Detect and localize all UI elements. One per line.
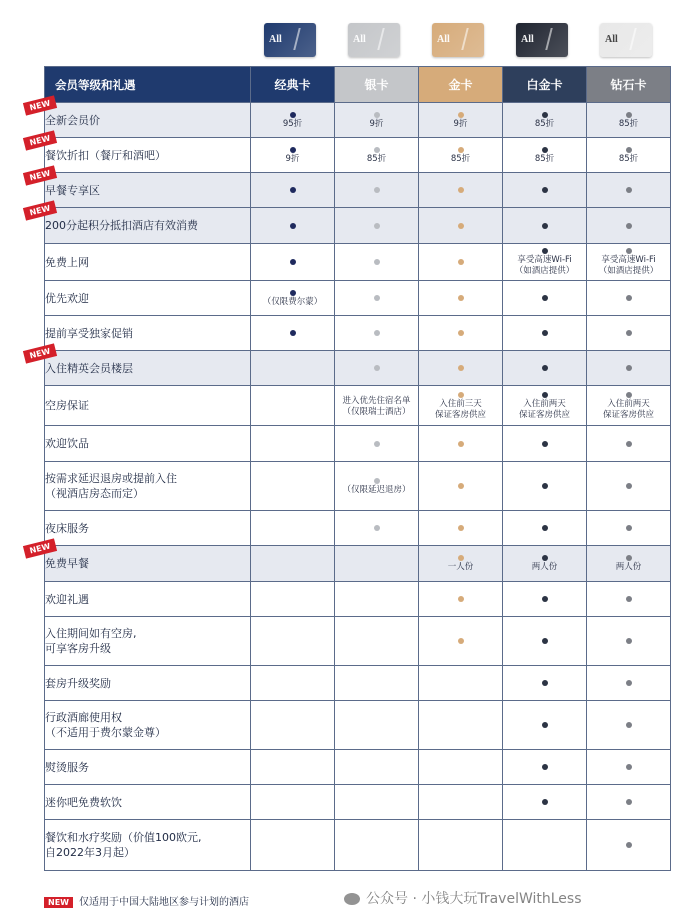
tier-header-gold: 金卡 — [419, 67, 503, 103]
benefit-cell-gold — [419, 103, 503, 138]
benefit-cell-gold — [419, 785, 503, 820]
benefit-cell-classic — [251, 582, 335, 617]
benefit-cell-gold — [419, 511, 503, 546]
benefit-cell-gold — [419, 426, 503, 462]
benefit-detail: （仅限费尔蒙） — [262, 296, 323, 307]
benefit-cell-platinum — [503, 351, 587, 386]
benefit-cell-classic — [251, 701, 335, 750]
benefit-cell-classic — [251, 785, 335, 820]
included-dot-icon — [626, 248, 632, 254]
benefit-cell-classic — [251, 617, 335, 666]
benefit-label: 欢迎饮品 — [45, 437, 89, 450]
benefit-cell-gold — [419, 546, 503, 582]
benefit-cell-diamond — [587, 546, 671, 582]
benefit-cell-diamond — [587, 244, 671, 281]
new-badge: NEW — [23, 200, 57, 220]
benefit-cell-platinum — [503, 103, 587, 138]
benefit-detail-note: 保证客房供应 — [434, 409, 486, 420]
included-dot-icon — [374, 187, 380, 193]
benefit-cell-diamond — [587, 820, 671, 871]
included-dot-icon — [374, 259, 380, 265]
included-dot-icon — [290, 112, 296, 118]
card-logo: All — [437, 34, 450, 45]
included-dot-icon — [458, 555, 464, 561]
benefit-row — [45, 511, 671, 546]
included-dot-icon — [626, 223, 632, 229]
benefit-cell-classic — [251, 386, 335, 426]
footnote-text: 仅适用于中国大陆地区参与计划的酒店 — [78, 897, 249, 908]
included-dot-icon — [542, 392, 548, 398]
included-dot-icon — [626, 525, 632, 531]
benefit-detail: 享受高速Wi-Fi — [517, 255, 572, 265]
benefit-detail: 85折 — [534, 153, 555, 164]
benefit-cell-gold — [419, 208, 503, 244]
benefit-cell-silver — [335, 386, 419, 426]
card-emblem-icon — [293, 28, 312, 50]
watermark-text: 公众号 · 小钱大玩TravelWithLess — [366, 891, 582, 907]
benefit-row — [45, 316, 671, 351]
new-badge: NEW — [23, 130, 57, 150]
benefit-cell-diamond — [587, 462, 671, 511]
benefit-cell-gold — [419, 617, 503, 666]
included-dot-icon — [458, 330, 464, 336]
card-image-diamond — [600, 23, 652, 57]
benefit-cell-platinum — [503, 511, 587, 546]
included-dot-icon — [374, 478, 380, 484]
included-dot-icon — [542, 764, 548, 770]
benefit-name — [45, 511, 251, 546]
benefit-cell-silver — [335, 244, 419, 281]
benefit-cell-gold — [419, 316, 503, 351]
benefit-cell-platinum — [503, 244, 587, 281]
benefit-cell-gold — [419, 750, 503, 785]
included-dot-icon — [626, 147, 632, 153]
benefit-cell-platinum — [503, 462, 587, 511]
included-dot-icon — [374, 330, 380, 336]
included-dot-icon — [542, 248, 548, 254]
benefit-cell-diamond — [587, 281, 671, 316]
benefit-detail: 两人份 — [615, 562, 642, 572]
benefit-cell-gold — [419, 281, 503, 316]
benefit-cell-silver — [335, 351, 419, 386]
benefit-name — [45, 386, 251, 426]
benefit-row — [45, 138, 671, 173]
benefit-label: 餐饮和水疗奖励（价值100欧元, — [45, 831, 202, 844]
included-dot-icon — [626, 112, 632, 118]
benefit-cell-diamond — [587, 138, 671, 173]
included-dot-icon — [290, 290, 296, 296]
included-dot-icon — [626, 441, 632, 447]
benefit-detail: 85折 — [618, 118, 639, 129]
benefit-cell-silver — [335, 138, 419, 173]
included-dot-icon — [626, 842, 632, 848]
included-dot-icon — [374, 295, 380, 301]
benefit-label: 优先欢迎 — [45, 291, 89, 305]
benefits-table — [44, 66, 671, 871]
benefit-cell-platinum — [503, 281, 587, 316]
benefit-cell-silver — [335, 701, 419, 750]
card-emblem-icon — [461, 28, 480, 50]
benefit-name — [45, 820, 251, 871]
benefit-name — [45, 785, 251, 820]
benefit-name — [45, 546, 251, 582]
card-logo: All — [353, 34, 366, 45]
benefit-cell-classic — [251, 511, 335, 546]
included-dot-icon — [542, 799, 548, 805]
new-badge: NEW — [23, 538, 57, 558]
included-dot-icon — [458, 596, 464, 602]
included-dot-icon — [626, 722, 632, 728]
benefit-cell-platinum — [503, 820, 587, 871]
benefit-label: 全新会员价 — [45, 113, 100, 127]
benefit-label: 空房保证 — [45, 399, 89, 412]
included-dot-icon — [626, 187, 632, 193]
benefit-row — [45, 666, 671, 701]
benefit-cell-platinum — [503, 316, 587, 351]
included-dot-icon — [374, 147, 380, 153]
benefit-label: 夜床服务 — [45, 521, 89, 535]
benefit-name — [45, 244, 251, 281]
included-dot-icon — [626, 330, 632, 336]
benefit-cell-silver — [335, 666, 419, 701]
benefit-row — [45, 386, 671, 426]
benefit-label: 入住期间如有空房, — [45, 627, 137, 640]
benefit-name — [45, 103, 251, 138]
benefit-name — [45, 462, 251, 511]
benefit-row — [45, 701, 671, 750]
included-dot-icon — [458, 187, 464, 193]
benefit-cell-platinum — [503, 138, 587, 173]
benefit-detail-note: 保证客房供应 — [518, 409, 570, 420]
benefit-cell-platinum — [503, 582, 587, 617]
benefit-label-note: （视酒店房态而定） — [45, 487, 144, 500]
benefit-label: 提前享受独家促销 — [45, 326, 133, 340]
benefit-cell-classic — [251, 316, 335, 351]
benefit-cell-classic — [251, 208, 335, 244]
new-badge: NEW — [23, 95, 57, 115]
benefit-detail: （仅限延迟退房） — [342, 484, 411, 495]
included-dot-icon — [374, 112, 380, 118]
card-logo: All — [521, 34, 534, 45]
benefit-row — [45, 785, 671, 820]
benefit-cell-gold — [419, 386, 503, 426]
benefit-cell-silver — [335, 103, 419, 138]
benefit-cell-classic — [251, 351, 335, 386]
included-dot-icon — [458, 483, 464, 489]
included-dot-icon — [626, 365, 632, 371]
benefit-detail: 一人份 — [447, 562, 474, 572]
wechat-icon — [344, 893, 360, 905]
tier-header-platinum: 白金卡 — [503, 67, 587, 103]
included-dot-icon — [542, 525, 548, 531]
benefit-cell-diamond — [587, 103, 671, 138]
benefit-cell-diamond — [587, 582, 671, 617]
benefit-detail: 享受高速Wi-Fi — [601, 255, 656, 265]
included-dot-icon — [458, 525, 464, 531]
included-dot-icon — [290, 187, 296, 193]
benefit-cell-silver — [335, 316, 419, 351]
benefit-cell-silver — [335, 617, 419, 666]
benefit-label: 欢迎礼遇 — [45, 592, 89, 606]
benefit-cell-silver — [335, 281, 419, 316]
benefit-detail: 9折 — [453, 118, 468, 129]
benefit-cell-gold — [419, 820, 503, 871]
included-dot-icon — [542, 365, 548, 371]
benefit-row — [45, 462, 671, 511]
benefit-cell-gold — [419, 462, 503, 511]
included-dot-icon — [290, 147, 296, 153]
included-dot-icon — [542, 223, 548, 229]
benefit-row — [45, 426, 671, 462]
benefit-row — [45, 617, 671, 666]
benefit-cell-classic — [251, 462, 335, 511]
benefit-cell-classic — [251, 173, 335, 208]
included-dot-icon — [542, 680, 548, 686]
benefit-label: 按需求延迟退房或提前入住 — [45, 472, 177, 485]
benefit-cell-classic — [251, 666, 335, 701]
included-dot-icon — [458, 638, 464, 644]
benefit-label: 行政酒廊使用权 — [45, 711, 122, 724]
benefit-cell-silver — [335, 462, 419, 511]
included-dot-icon — [542, 441, 548, 447]
included-dot-icon — [458, 259, 464, 265]
included-dot-icon — [542, 187, 548, 193]
benefit-cell-platinum — [503, 546, 587, 582]
benefit-cell-silver — [335, 426, 419, 462]
benefit-row — [45, 582, 671, 617]
benefit-name — [45, 666, 251, 701]
benefit-row — [45, 546, 671, 582]
benefit-cell-diamond — [587, 750, 671, 785]
benefit-detail: 9折 — [285, 153, 300, 164]
membership-card-strip — [0, 18, 684, 66]
benefit-label: 熨烫服务 — [45, 760, 89, 774]
benefit-cell-classic — [251, 426, 335, 462]
benefit-label: 入住精英会员楼层 — [45, 361, 133, 375]
benefit-detail-note: （如酒店提供） — [598, 266, 659, 276]
included-dot-icon — [626, 799, 632, 805]
benefit-cell-platinum — [503, 750, 587, 785]
new-badge: NEW — [23, 343, 57, 363]
benefit-cell-silver — [335, 546, 419, 582]
tier-header-diamond: 钻石卡 — [587, 67, 671, 103]
benefit-cell-classic — [251, 281, 335, 316]
benefit-cell-diamond — [587, 785, 671, 820]
benefit-cell-diamond — [587, 351, 671, 386]
card-emblem-icon — [377, 28, 396, 50]
benefit-detail: 两人份 — [531, 562, 558, 572]
included-dot-icon — [290, 223, 296, 229]
benefit-label: 免费上网 — [45, 255, 89, 269]
benefit-detail: 入住前两天 — [523, 398, 566, 409]
new-badge: NEW — [23, 165, 57, 185]
benefit-cell-platinum — [503, 173, 587, 208]
benefit-row — [45, 820, 671, 871]
benefit-cell-gold — [419, 666, 503, 701]
benefit-label: 早餐专享区 — [45, 183, 100, 197]
benefit-cell-gold — [419, 138, 503, 173]
card-image-gold — [432, 23, 484, 57]
included-dot-icon — [626, 392, 632, 398]
benefit-detail: 85折 — [618, 153, 639, 164]
benefit-cell-platinum — [503, 617, 587, 666]
benefit-name — [45, 582, 251, 617]
benefit-label: 套房升级奖励 — [45, 676, 111, 690]
benefit-cell-gold — [419, 351, 503, 386]
benefit-cell-silver — [335, 173, 419, 208]
included-dot-icon — [458, 295, 464, 301]
benefit-cell-classic — [251, 138, 335, 173]
included-dot-icon — [542, 555, 548, 561]
benefit-cell-diamond — [587, 386, 671, 426]
included-dot-icon — [542, 722, 548, 728]
card-image-classic — [264, 23, 316, 57]
card-image-platinum — [516, 23, 568, 57]
benefit-cell-silver — [335, 785, 419, 820]
benefit-row — [45, 750, 671, 785]
benefit-detail: 进入优先住宿名单 — [342, 395, 411, 406]
included-dot-icon — [542, 330, 548, 336]
benefit-name — [45, 208, 251, 244]
benefit-cell-diamond — [587, 511, 671, 546]
included-dot-icon — [542, 596, 548, 602]
watermark — [344, 888, 582, 908]
included-dot-icon — [374, 441, 380, 447]
included-dot-icon — [626, 638, 632, 644]
benefit-label: 迷你吧免费软饮 — [45, 795, 122, 809]
benefit-detail-note: （仅限瑞士酒店） — [342, 406, 411, 417]
included-dot-icon — [458, 392, 464, 398]
included-dot-icon — [374, 365, 380, 371]
card-emblem-icon — [629, 28, 648, 50]
benefit-cell-silver — [335, 511, 419, 546]
benefit-cell-platinum — [503, 208, 587, 244]
card-image-silver — [348, 23, 400, 57]
included-dot-icon — [458, 112, 464, 118]
benefit-cell-diamond — [587, 426, 671, 462]
benefit-row — [45, 173, 671, 208]
benefit-name — [45, 281, 251, 316]
benefit-row — [45, 281, 671, 316]
benefit-cell-diamond — [587, 316, 671, 351]
benefit-cell-diamond — [587, 617, 671, 666]
benefit-row — [45, 103, 671, 138]
benefit-cell-gold — [419, 244, 503, 281]
tier-header-classic: 经典卡 — [251, 67, 335, 103]
footnote-new-badge: NEW — [44, 897, 73, 908]
benefit-row — [45, 351, 671, 386]
included-dot-icon — [626, 295, 632, 301]
benefit-cell-diamond — [587, 666, 671, 701]
benefit-cell-silver — [335, 750, 419, 785]
included-dot-icon — [458, 147, 464, 153]
benefit-name — [45, 316, 251, 351]
benefit-row — [45, 244, 671, 281]
benefit-detail: 85折 — [450, 153, 471, 164]
benefit-detail: 9折 — [369, 118, 384, 129]
tier-header-row — [45, 67, 671, 103]
benefit-cell-platinum — [503, 701, 587, 750]
benefit-detail: 85折 — [366, 153, 387, 164]
tier-header-silver: 银卡 — [335, 67, 419, 103]
benefit-label-note: 可享客房升级 — [45, 642, 111, 655]
benefit-cell-silver — [335, 820, 419, 871]
included-dot-icon — [542, 295, 548, 301]
benefit-name — [45, 617, 251, 666]
benefit-cell-classic — [251, 546, 335, 582]
benefit-cell-diamond — [587, 173, 671, 208]
included-dot-icon — [626, 680, 632, 686]
benefit-label-note: （不适用于费尔蒙金尊） — [45, 726, 166, 739]
footnote — [44, 893, 249, 908]
included-dot-icon — [542, 147, 548, 153]
included-dot-icon — [542, 483, 548, 489]
feature-column-header: 会员等级和礼遇 — [45, 67, 251, 103]
included-dot-icon — [542, 638, 548, 644]
benefit-row — [45, 208, 671, 244]
included-dot-icon — [626, 596, 632, 602]
benefit-label: 免费早餐 — [45, 557, 89, 570]
benefit-detail-note: （如酒店提供） — [514, 266, 575, 276]
benefit-detail: 85折 — [534, 118, 555, 129]
benefit-cell-diamond — [587, 208, 671, 244]
benefit-cell-classic — [251, 820, 335, 871]
card-logo: All — [269, 34, 282, 45]
benefit-detail: 入住前三天 — [439, 398, 482, 409]
card-emblem-icon — [545, 28, 564, 50]
benefit-cell-silver — [335, 208, 419, 244]
benefit-cell-classic — [251, 103, 335, 138]
benefit-cell-platinum — [503, 785, 587, 820]
benefit-cell-platinum — [503, 386, 587, 426]
included-dot-icon — [374, 223, 380, 229]
benefit-cell-gold — [419, 582, 503, 617]
included-dot-icon — [458, 365, 464, 371]
benefit-cell-gold — [419, 173, 503, 208]
benefit-cell-classic — [251, 750, 335, 785]
benefit-cell-diamond — [587, 701, 671, 750]
benefit-name — [45, 701, 251, 750]
benefit-cell-gold — [419, 701, 503, 750]
benefit-label: 200分起积分抵扣酒店有效消费 — [45, 219, 198, 232]
included-dot-icon — [290, 259, 296, 265]
included-dot-icon — [458, 223, 464, 229]
benefit-name — [45, 138, 251, 173]
benefit-label-note: 自2022年3月起） — [45, 846, 135, 859]
benefit-cell-platinum — [503, 426, 587, 462]
benefit-cell-silver — [335, 582, 419, 617]
included-dot-icon — [626, 483, 632, 489]
benefit-detail-note: 保证客房供应 — [602, 409, 654, 420]
included-dot-icon — [458, 441, 464, 447]
benefit-label: 餐饮折扣（餐厅和酒吧） — [45, 148, 166, 162]
included-dot-icon — [374, 525, 380, 531]
card-logo: All — [605, 34, 618, 45]
included-dot-icon — [542, 112, 548, 118]
benefit-name — [45, 173, 251, 208]
included-dot-icon — [626, 764, 632, 770]
benefit-cell-platinum — [503, 666, 587, 701]
included-dot-icon — [290, 330, 296, 336]
benefit-name — [45, 426, 251, 462]
benefit-detail: 95折 — [282, 118, 303, 129]
benefit-cell-classic — [251, 244, 335, 281]
benefit-name — [45, 351, 251, 386]
included-dot-icon — [626, 555, 632, 561]
benefit-detail: 入住前两天 — [607, 398, 650, 409]
benefit-name — [45, 750, 251, 785]
